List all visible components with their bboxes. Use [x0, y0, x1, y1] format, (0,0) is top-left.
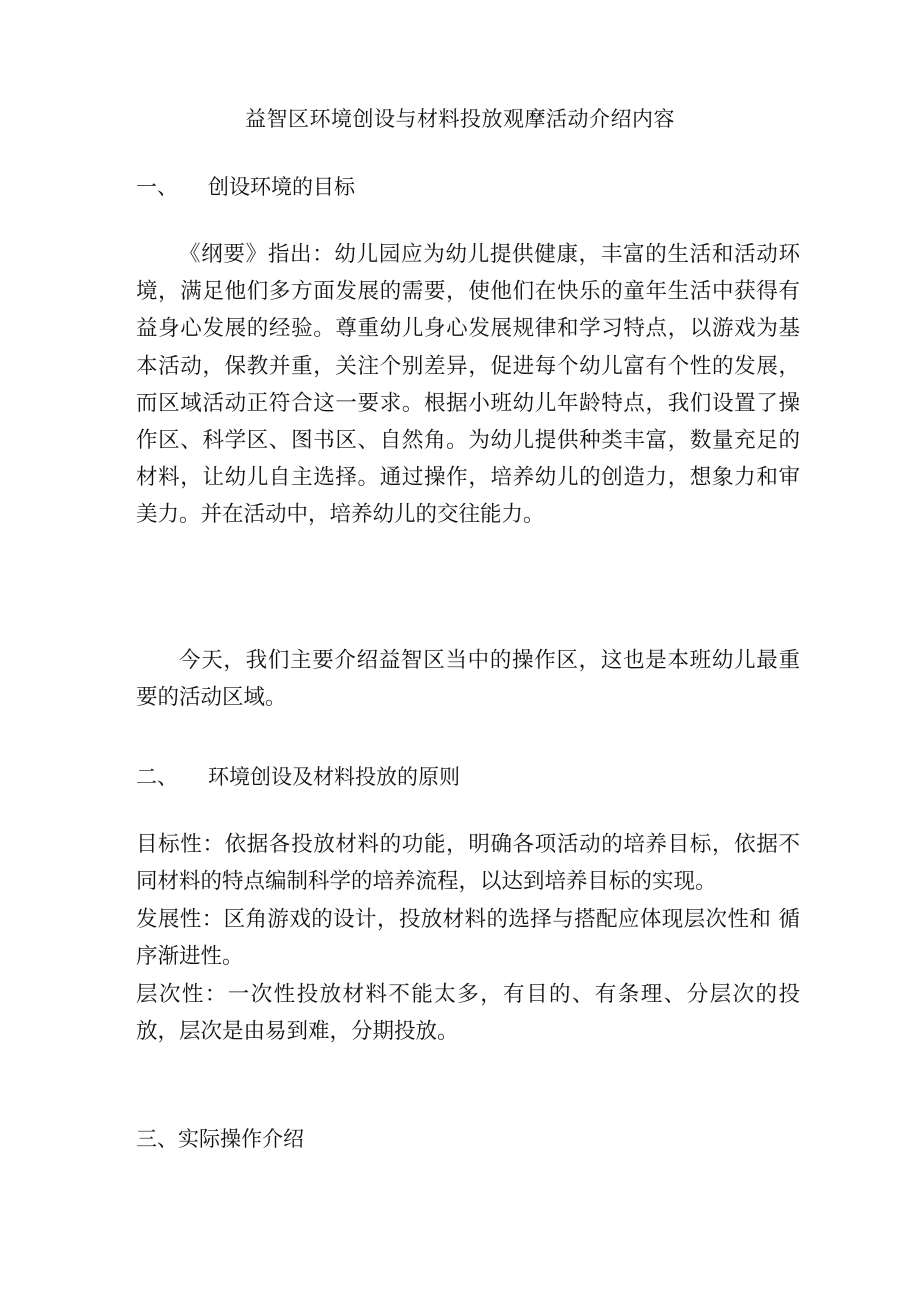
- principles-list: [136, 826, 800, 1051]
- section-heading-1: [136, 172, 796, 202]
- section-heading-2: [136, 762, 796, 792]
- principle-item: 目标性：依据各投放材料的功能，明确各项活动的培养目标，依据不同材料的特点编制科学的培养流程，以达到培养目标的实现。: [136, 832, 800, 895]
- section-heading-3: 三、实际操作介绍: [136, 1127, 304, 1151]
- paragraph-intro: 今天，我们主要介绍益智区当中的操作区，这也是本班幼儿最重要的活动区域。: [136, 648, 800, 711]
- document-title: 益智区环境创设与材料投放观摩活动介绍内容: [245, 107, 675, 131]
- section-title-1: 创设环境的目标: [208, 175, 355, 199]
- section-number-1: 一、: [136, 175, 178, 199]
- principle-item: 发展性：区角游戏的设计，投放材料的选择与搭配应体现层次性和 循序渐进性。: [136, 906, 800, 970]
- section-number-2: 二、: [136, 765, 178, 789]
- principle-item: 层次性：一次性投放材料不能太多，有目的、有条理、分层次的投放，层次是由易到难，分期投放。: [136, 981, 800, 1045]
- section-title-2: 环境创设及材料投放的原则: [208, 765, 460, 789]
- paragraph-goal: 《纲要》指出：幼儿园应为幼儿提供健康，丰富的生活和活动环境，满足他们多方面发展的需要，使他们在快乐的童年生活中获得有益身心发展的经验。尊重幼儿身心发展规律和学习特点，以游戏为基本活动，保教并重，关注个别差异，促进每个幼儿富有个性的发展，而区域活动正符合这一要求。根据小班幼儿年龄特点，我们设置了操作区、科学区、图书区、自然角。为幼儿提供种类丰富，数量充足的材料，让幼儿自主选择。通过操作，培养幼儿的创造力，想象力和审美力。并在活动中，培养幼儿的交往能力。: [136, 242, 800, 528]
